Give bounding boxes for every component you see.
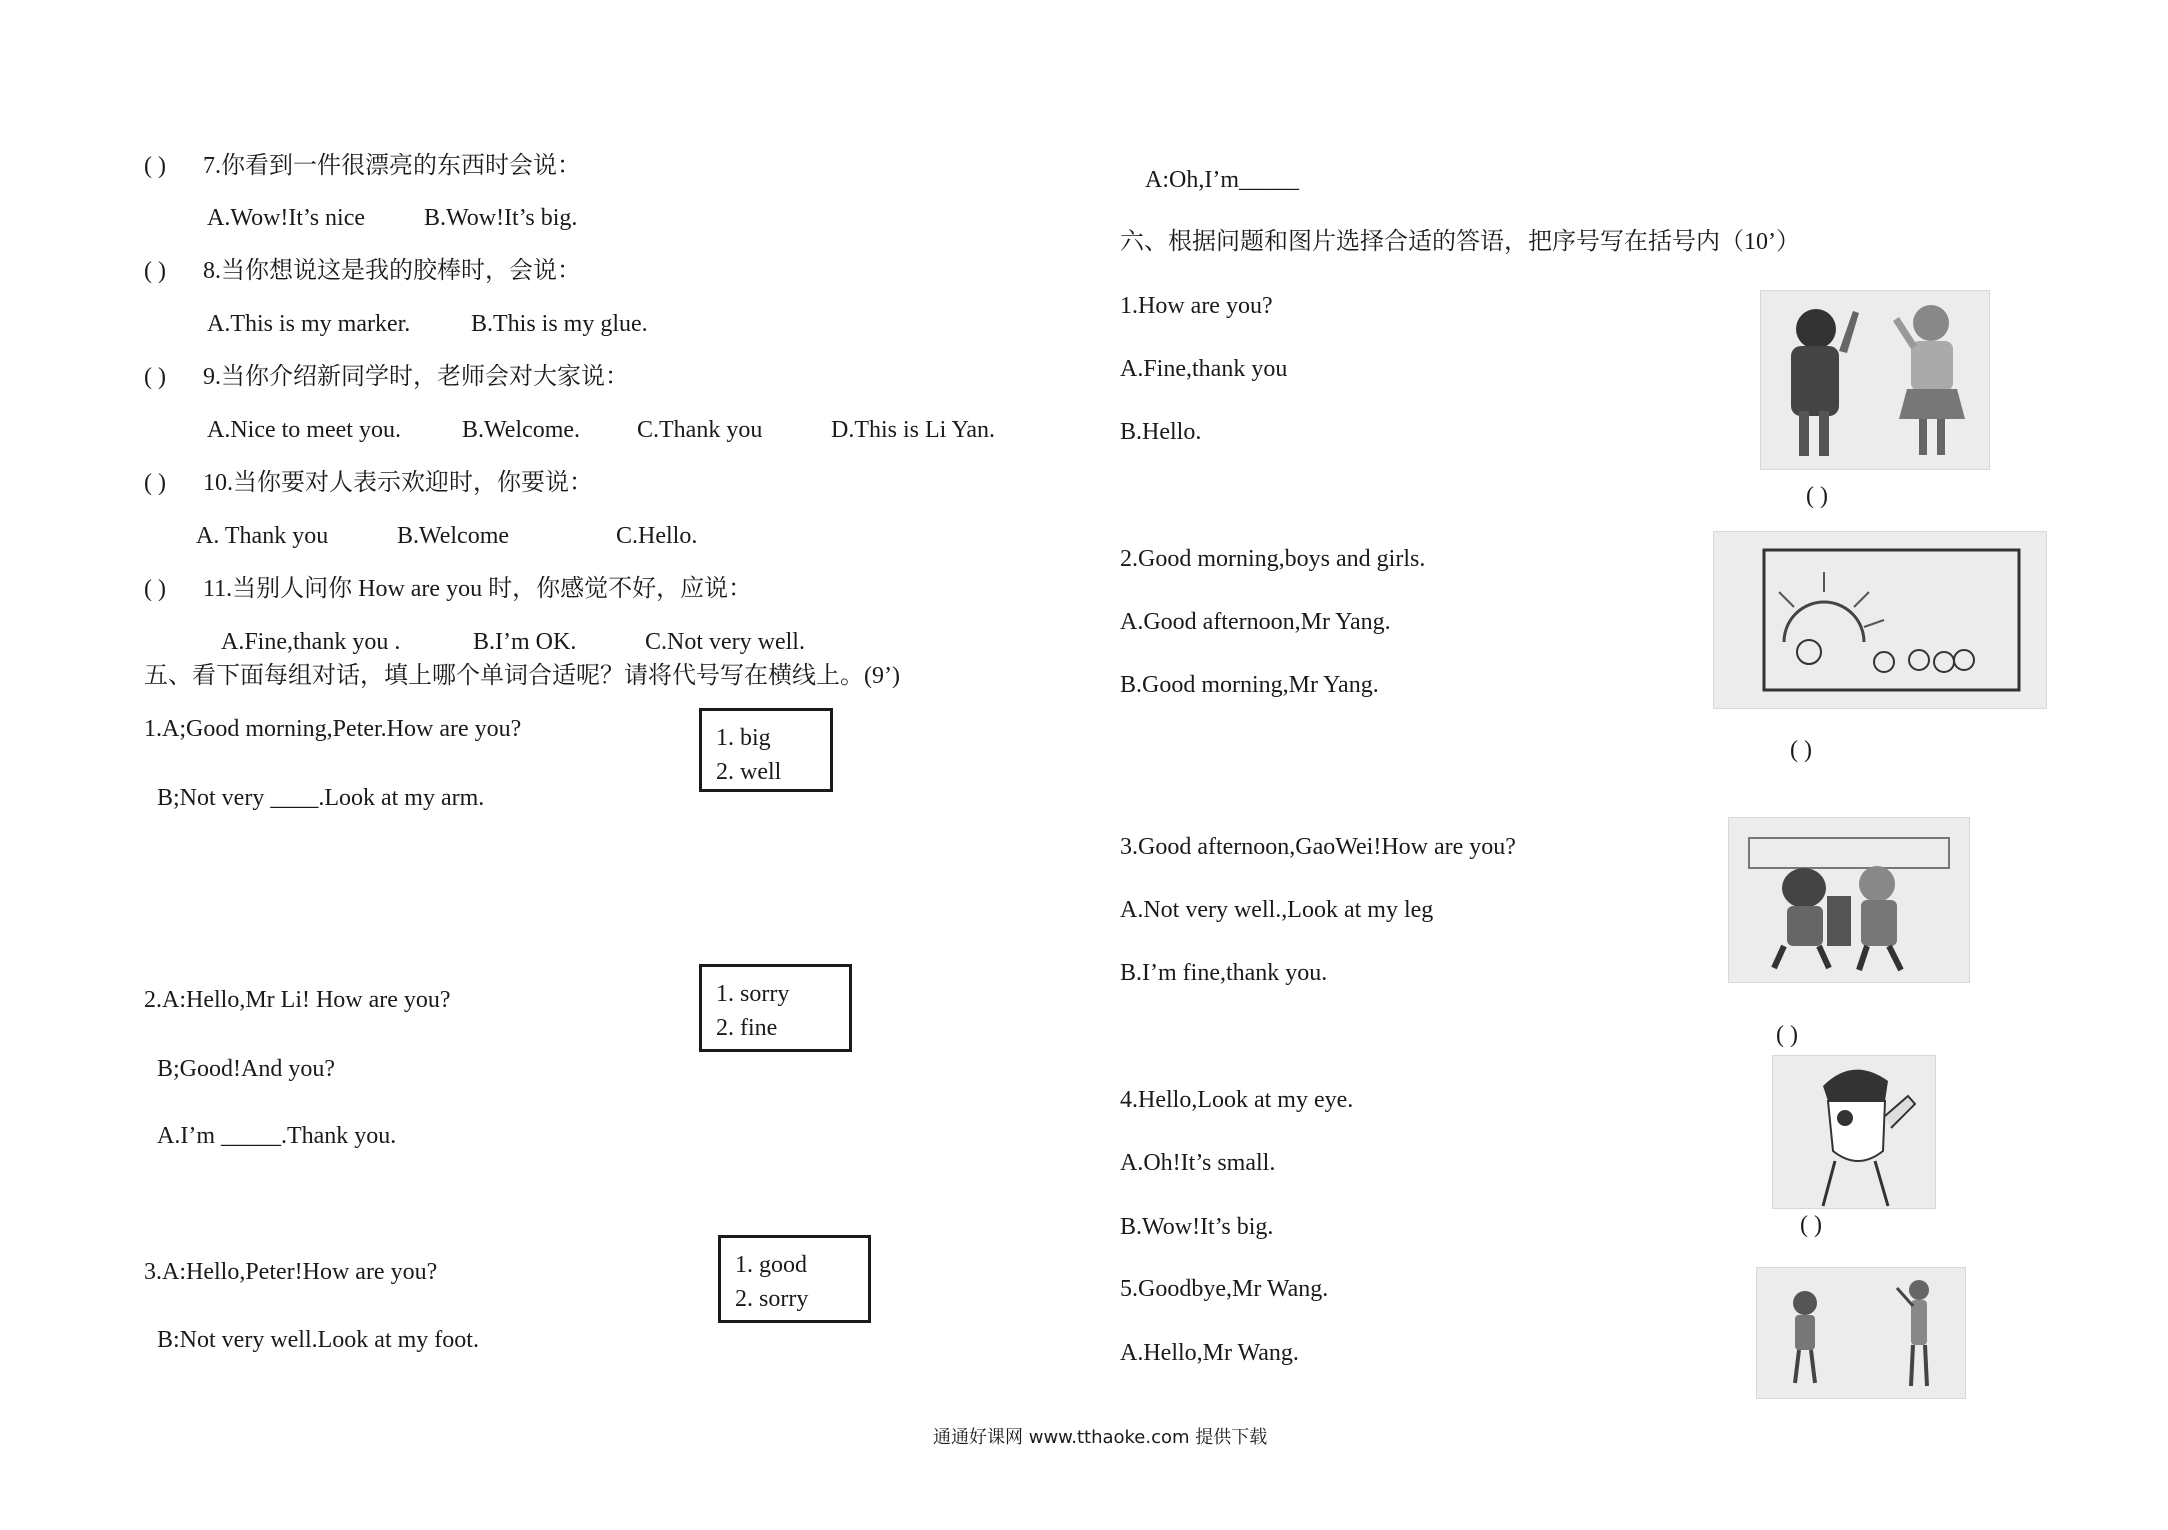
- dialog-line: 1.A;Good morning,Peter.How are you?: [144, 716, 522, 742]
- option-d: D.This is Li Yan.: [831, 417, 996, 443]
- classroom-greeting-image: [1713, 531, 2047, 709]
- word-option: 1. big: [716, 725, 771, 751]
- question-text: 4.Hello,Look at my eye.: [1120, 1087, 1354, 1113]
- option-a: A.This is my marker.: [207, 311, 411, 337]
- option-a: A.Nice to meet you.: [207, 417, 401, 443]
- dialog-line: B;Good!And you?: [157, 1056, 335, 1082]
- option-a: A.Fine,thank you .: [221, 629, 401, 655]
- option-a: A.Hello,Mr Wang.: [1120, 1340, 1299, 1366]
- option-a: A.Not very well.,Look at my leg: [1120, 897, 1434, 923]
- dialog-line: B:Not very well.Look at my foot.: [157, 1327, 479, 1353]
- dialog-line: B;Not very ____.Look at my arm.: [157, 785, 485, 811]
- word-option: 2. sorry: [735, 1286, 809, 1312]
- option-b: B.I’m fine,thank you.: [1120, 960, 1328, 986]
- section-6-title: 六、根据问题和图片选择合适的答语，把序号写在括号内（10’）: [1120, 229, 1800, 255]
- two-children-greeting-image: [1760, 290, 1990, 470]
- option-a: A. Thank you: [196, 523, 329, 549]
- question-stem: 8.当你想说这是我的胶棒时，会说：: [203, 258, 581, 284]
- question-text: 3.Good afternoon,GaoWei!How are you?: [1120, 834, 1516, 860]
- option-b: B.Hello.: [1120, 419, 1202, 445]
- word-choice-box: [699, 964, 852, 1052]
- child-waving-goodbye-image: [1756, 1267, 1966, 1399]
- option-c: C.Thank you: [637, 417, 763, 443]
- option-a: A.Oh!It’s small.: [1120, 1150, 1276, 1176]
- dialog-continuation: A:Oh,I’m_____: [1145, 167, 1299, 193]
- word-option: 2. fine: [716, 1015, 778, 1041]
- option-b: B.Welcome: [397, 523, 510, 549]
- section-5-title: 五、看下面每组对话，填上哪个单词合适呢？请将代号写在横线上。(9’): [144, 663, 900, 689]
- word-choice-box: [699, 708, 833, 792]
- option-c: C.Not very well.: [645, 629, 805, 655]
- option-b: B.This is my glue.: [471, 311, 648, 337]
- question-stem: 9.当你介绍新同学时，老师会对大家说：: [203, 364, 629, 390]
- option-b: B.Wow!It’s big.: [424, 205, 578, 231]
- two-children-talking-image: [1728, 817, 1970, 983]
- answer-paren[interactable]: ( ): [1790, 737, 1812, 763]
- dialog-line: 3.A:Hello,Peter!How are you?: [144, 1259, 438, 1285]
- answer-paren[interactable]: ( ): [144, 258, 166, 284]
- option-b: B.Wow!It’s big.: [1120, 1214, 1274, 1240]
- answer-paren[interactable]: ( ): [144, 364, 166, 390]
- word-choice-box: [718, 1235, 871, 1323]
- option-c: C.Hello.: [616, 523, 698, 549]
- answer-paren[interactable]: ( ): [144, 576, 166, 602]
- footer-source: 通通好课网 www.tthaoke.com 提供下载: [933, 1427, 1268, 1448]
- question-stem: 10.当你要对人表示欢迎时，你要说：: [203, 470, 593, 496]
- question-stem: 7.你看到一件很漂亮的东西时会说：: [203, 153, 581, 179]
- answer-paren[interactable]: ( ): [144, 153, 166, 179]
- question-stem: 11.当别人问你 How are you 时，你感觉不好，应说：: [203, 576, 753, 602]
- dialog-line: 2.A:Hello,Mr Li! How are you?: [144, 987, 451, 1013]
- answer-paren[interactable]: ( ): [1800, 1212, 1822, 1238]
- option-b: B.Welcome.: [462, 417, 581, 443]
- option-b: B.I’m OK.: [473, 629, 577, 655]
- answer-paren[interactable]: ( ): [144, 470, 166, 496]
- option-a: A.Good afternoon,Mr Yang.: [1120, 609, 1391, 635]
- boy-pointing-eye-image: [1772, 1055, 1936, 1209]
- option-a: A.Wow!It’s nice: [207, 205, 366, 231]
- question-text: 2.Good morning,boys and girls.: [1120, 546, 1426, 572]
- word-option: 1. good: [735, 1252, 807, 1278]
- dialog-line: A.I’m _____.Thank you.: [157, 1123, 397, 1149]
- option-a: A.Fine,thank you: [1120, 356, 1288, 382]
- option-b: B.Good morning,Mr Yang.: [1120, 672, 1379, 698]
- answer-paren[interactable]: ( ): [1776, 1022, 1798, 1048]
- word-option: 2. well: [716, 759, 782, 785]
- question-text: 5.Goodbye,Mr Wang.: [1120, 1276, 1329, 1302]
- answer-paren[interactable]: ( ): [1806, 483, 1828, 509]
- question-text: 1.How are you?: [1120, 293, 1273, 319]
- word-option: 1. sorry: [716, 981, 790, 1007]
